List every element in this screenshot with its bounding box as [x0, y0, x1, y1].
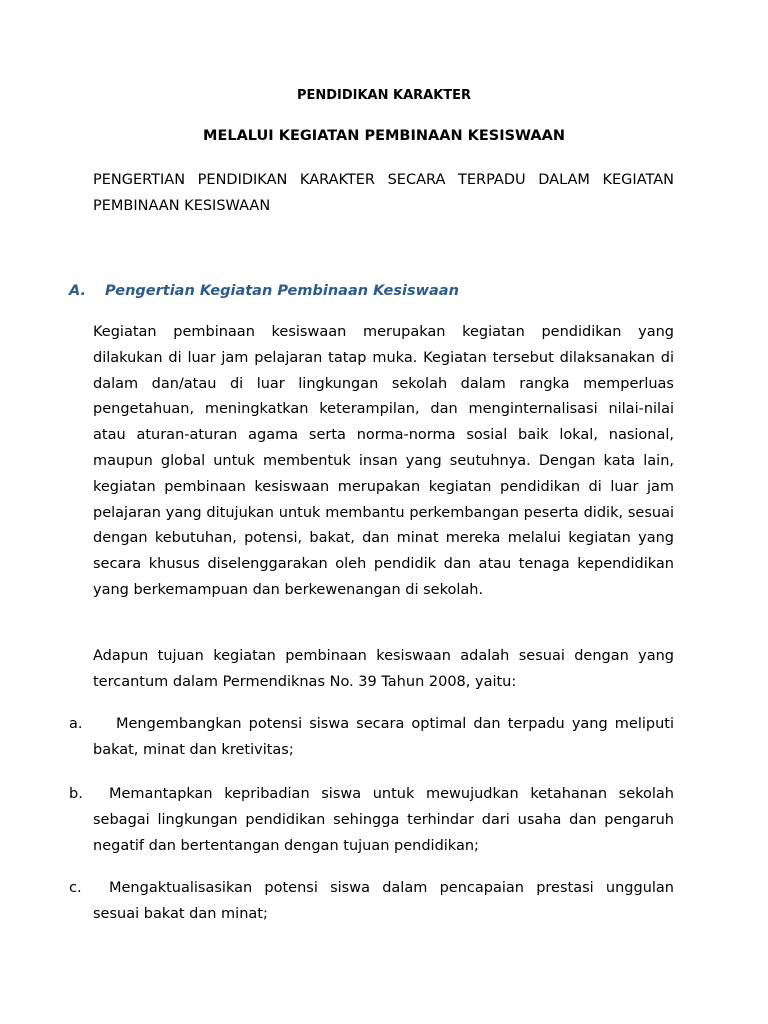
list-marker: b. — [69, 786, 83, 802]
section-heading-a — [69, 280, 459, 302]
section-topic: PENGERTIAN PENDIDIKAN KARAKTER SECARA TERPADU DALAM KEGIATAN PEMBINAAN KESISWAAN — [93, 172, 674, 214]
body-paragraph: Kegiatan pembinaan kesiswaan merupakan kegiatan pendidikan yang dilakukan di luar jam pelajaran tatap muka. Kegiatan tersebut dilaksanakan di dalam dan/atau di luar lingkungan sekolah dalam rangka memperluas pengetahuan, meningkatkan keterampilan, dan menginternalisasi nilai-nilai atau aturan-aturan agama serta norma-norma sosial baik lokal, nasional, maupun global untuk membentuk insan yang seutuhnya. Dengan kata lain, kegiatan pembinaan kesiswaan merupakan kegiatan pendidikan di luar jam pelajaran yang ditujukan untuk membantu perkembangan peserta didik, sesuai dengan kebutuhan, potensi, bakat, dan minat mereka melalui kegiatan yang secara khusus diselenggarakan oleh pendidik dan atau tenaga kependidikan yang berkemampuan dan berkewenangan di sekolah. — [93, 324, 674, 598]
section-heading-title: Pengertian Kegiatan Pembinaan Kesiswaan — [105, 283, 459, 299]
list-marker: a. — [69, 716, 83, 732]
list-item — [69, 782, 674, 859]
list-item — [69, 712, 674, 764]
list-item — [69, 876, 674, 928]
list-item-text: Memantapkan kepribadian siswa untuk mewujudkan ketahanan sekolah sebagai lingkungan pendidikan sehingga terhindar dari usaha dan pengaruh negatif dan bertentangan dengan tujuan pendidikan; — [93, 786, 674, 854]
document-title: PENDIDIKAN KARAKTER — [296, 88, 472, 103]
body-paragraph: Adapun tujuan kegiatan pembinaan kesiswaan adalah sesuai dengan yang tercantum dalam Permendiknas No. 39 Tahun 2008, yaitu: — [93, 648, 674, 690]
list-item-text: Mengembangkan potensi siswa secara optimal dan terpadu yang meliputi bakat, minat dan kretivitas; — [93, 716, 674, 758]
list-item-text: Mengaktualisasikan potensi siswa dalam pencapaian prestasi unggulan sesuai bakat dan minat; — [93, 880, 674, 922]
list-marker: c. — [69, 880, 82, 896]
document-subtitle: MELALUI KEGIATAN PEMBINAAN KESISWAAN — [203, 128, 565, 144]
section-heading-letter: A. — [69, 283, 86, 299]
